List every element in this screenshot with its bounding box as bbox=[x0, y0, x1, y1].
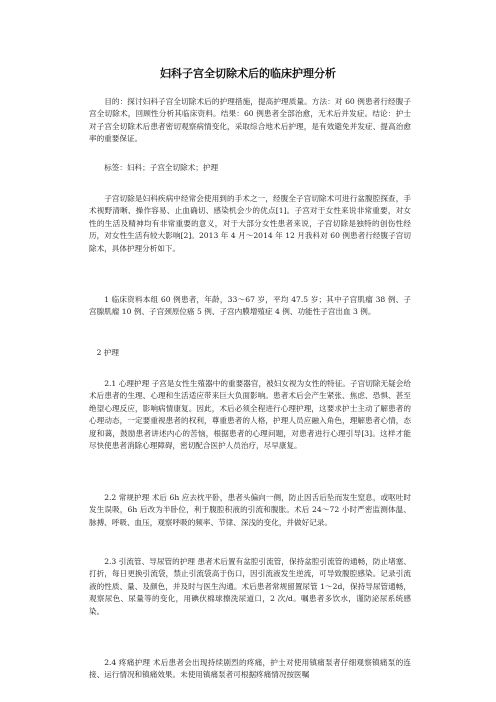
document-title: 妇科子宫全切除术后的临床护理分析 bbox=[160, 67, 336, 80]
section1-paragraph: 1 临床资料本组 60 例患者，年龄，33～67 岁，平均 47.5 岁；其中子宫肌瘤 38 例、子宫腺肌瘤 10 例、子宫颈原位癌 5 例、子宫内膜增殖症 4 例、功能性子宫出血 3 例。 bbox=[89, 295, 411, 317]
section2-heading: 2 护理 bbox=[96, 348, 120, 357]
section2-4-paragraph: 2.4 疼痛护理 术后患者会出现持续剧烈的疼痛，护士对使用镇痛泵者仔细观察镇痛泵的连接、运行情况和镇痛效果。未使用镇痛泵者可根据疼痛情况按医嘱 bbox=[89, 658, 411, 680]
section2-3-paragraph: 2.3 引流管、导尿管的护理 患者术后置有盆腔引流管，保持盆腔引流管的通畅，防止堵塞、打折，每日更换引流袋，禁止引流袋高于伤口，因引流液发生逆流，可导致腹腔感染。记录引流液的性质、量、及颜色，并及时与医生沟通。术后患者常规留置尿管 1～2d，保持导尿管通畅，观察尿色、尿量等的变化，用碘伏棉球擦洗尿道口，2 次/d。嘱患者多饮水，谨防泌尿系统感染。 bbox=[89, 557, 411, 616]
intro-paragraph: 子宫切除是妇科疾病中经常会使用到的手术之一，经腹全子宫切除术可进行盆腹腔探查，手术视野清晰、操作容易、止血确切、感染机会少的优点[1]。子宫对于女性来说非常重要，对女性的生活及精神均有非常重要的意义，对于大部分女性患者来说，子宫切除是独特的创伤性经历，对女性生活有较大影响[2]。2013 年 4 月～2014 年 12 月我科对 60 例患者行经腹子宫切除术，具体护理分析如下。 bbox=[89, 194, 411, 253]
section2-1-paragraph: 2.1 心理护理 子宫是女性生殖器中的重要器官，被妇女视为女性的特征。子宫切除无疑会给术后患者的生理、心理和生活适应带来巨大负面影响。患者术后会产生紧张、焦虑、恐惧、甚至绝望心理反应，影响病情康复。因此，术后必须全程进行心理护理，这要求护士主动了解患者的心理动态，一定要重视患者的权利，尊重患者的人格，护理人员应融入角色，理解患者心情，态度和蔼，鼓励患者讲述内心的苦恼，根据患者的心理问题，对患者进行心理引导[3]。这样才能尽快使患者消除心理障碍，密切配合医护人员治疗，尽早康复。 bbox=[89, 379, 411, 451]
keywords-paragraph: 标签：妇科；子宫全切除术；护理 bbox=[104, 163, 219, 172]
abstract-paragraph: 目的：探讨妇科子宫全切除术后的护理措施，提高护理质量。方法：对 60 例患者行经腹子宫全切除术，回顾性分析其临床资料。结果：60 例患者全部治愈，无术后并发症。结论：护士对子宫全切除术后患者密切观察病情变化，采取综合地术后护理，是有效避免并发症、提高治愈率的重要保证。 bbox=[89, 97, 411, 144]
section2-2-paragraph: 2.2 常规护理 术后 6h 应去枕平卧，患者头偏向一侧，防止因舌后坠而发生窒息，或呕吐时发生误吸，6h 后改为半卧位，利于腹腔积液的引流和腹胀。术后 24～72 小时严密监测体温、脉搏、呼吸、血压，观察呼吸的频率、节律、深浅的变化，并做好记录。 bbox=[89, 493, 411, 527]
